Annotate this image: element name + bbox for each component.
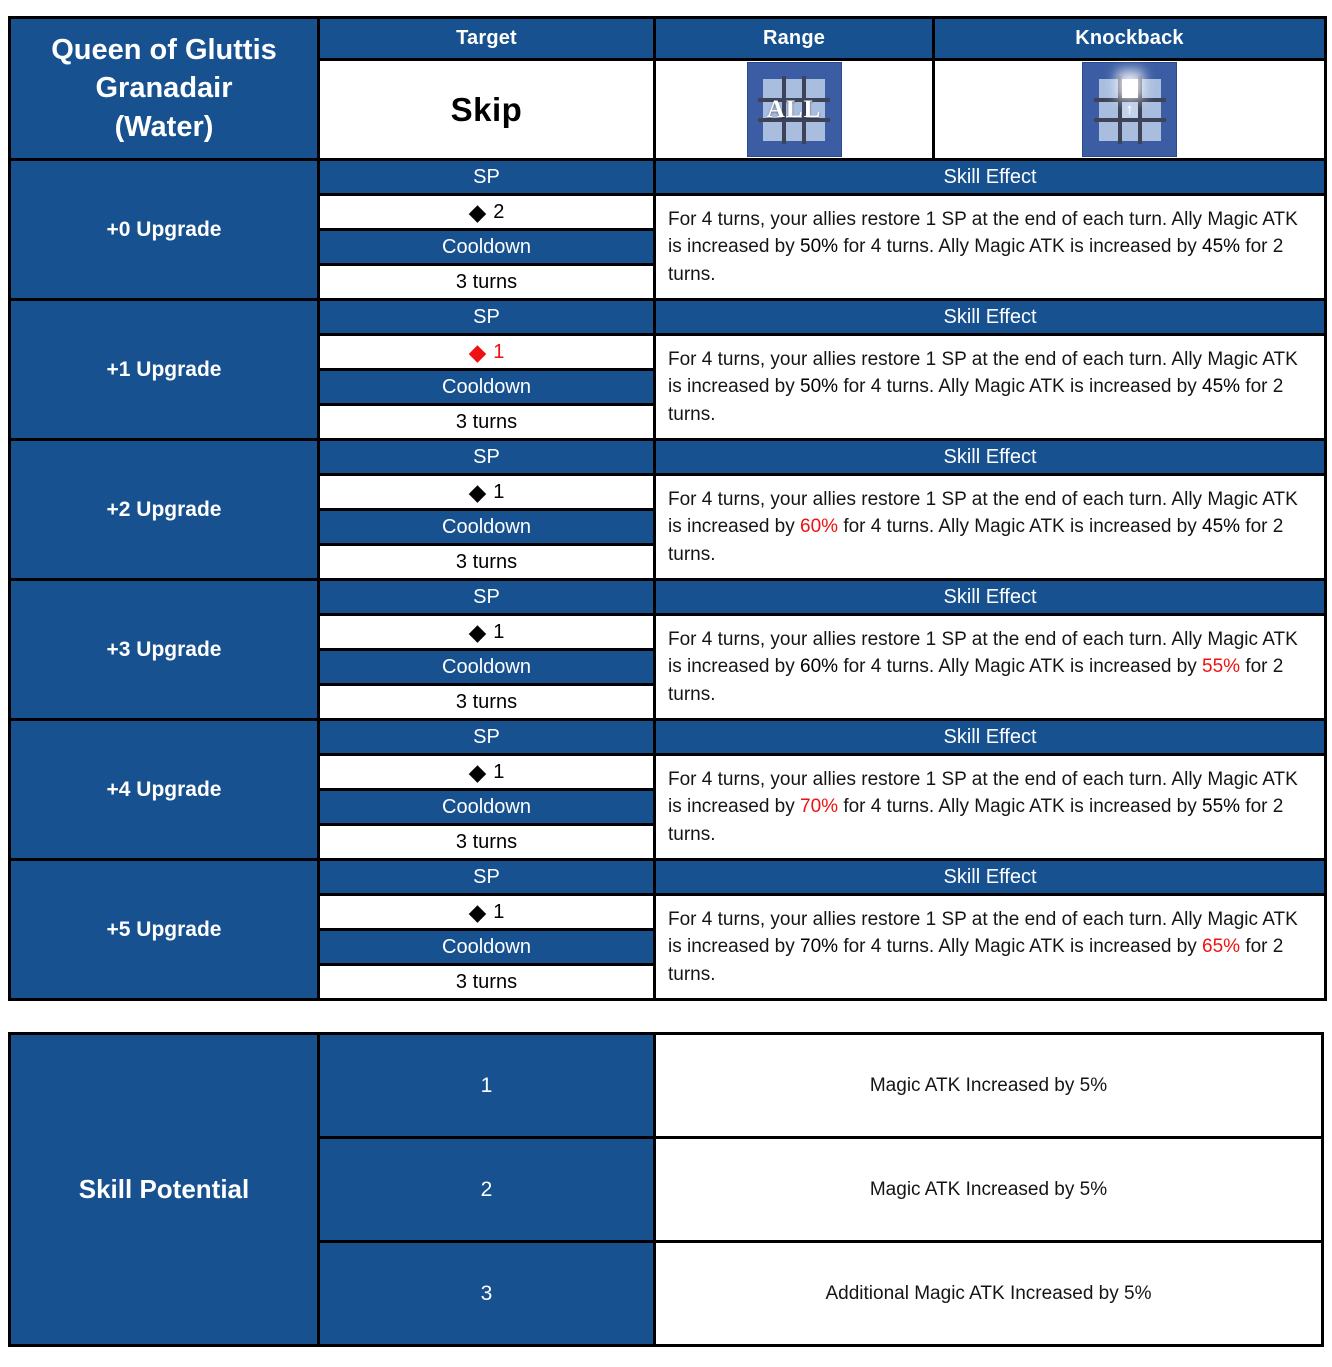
sp-value-3	[320, 616, 653, 648]
skill-table	[8, 16, 1327, 1001]
target-value: Skip	[320, 61, 653, 158]
sp-number: 1	[493, 760, 505, 783]
cooldown-header: Cooldown	[320, 791, 653, 823]
diamond-icon: ◆	[468, 478, 487, 505]
range-all-label: ALL	[766, 95, 822, 123]
cooldown-value-4: 3 turns	[320, 826, 653, 858]
cooldown-value-3: 3 turns	[320, 686, 653, 718]
diamond-icon: ◆	[468, 338, 487, 365]
skill-effect-2	[656, 476, 1324, 578]
sp-header: SP	[320, 441, 653, 473]
skill-effect-4	[656, 756, 1324, 858]
potential-level-1: 1	[320, 1035, 653, 1136]
diamond-icon: ◆	[468, 618, 487, 645]
upgrade-label-0: +0 Upgrade	[11, 161, 317, 298]
character-title-line3: (Water)	[114, 110, 214, 143]
sp-value-0	[320, 196, 653, 228]
cooldown-value-2: 3 turns	[320, 546, 653, 578]
skill-effect-0	[656, 196, 1324, 298]
upgrade-label-4: +4 Upgrade	[11, 721, 317, 858]
skill-effect-text: For 4 turns, your allies restore 1 SP at the end of each turn. Ally Magic ATK is increased by 70% for 4 turns. Ally Magic ATK is increased by 55% for 2 turns.	[668, 769, 1298, 845]
grid-line	[1138, 76, 1142, 144]
skill-effect-text: For 4 turns, your allies restore 1 SP at the end of each turn. Ally Magic ATK is increased by 60% for 4 turns. Ally Magic ATK is increased by 45% for 2 turns.	[668, 489, 1298, 565]
diamond-icon: ◆	[468, 758, 487, 785]
skill-effect-header: Skill Effect	[656, 441, 1324, 473]
skill-effect-header: Skill Effect	[656, 581, 1324, 613]
skill-potential-table	[8, 1032, 1324, 1347]
skill-effect-text: For 4 turns, your allies restore 1 SP at the end of each turn. Ally Magic ATK is increased by 70% for 4 turns. Ally Magic ATK is increased by 65% for 2 turns.	[668, 909, 1298, 985]
range-cell	[656, 61, 932, 158]
character-title	[11, 19, 317, 158]
upgrade-label-2: +2 Upgrade	[11, 441, 317, 578]
diamond-icon: ◆	[468, 198, 487, 225]
knockback-cell	[935, 61, 1324, 158]
range-grid	[763, 79, 825, 141]
knockback-grid	[1099, 79, 1161, 141]
cooldown-header: Cooldown	[320, 511, 653, 543]
sp-number: 1	[493, 900, 505, 923]
skill-effect-text: For 4 turns, your allies restore 1 SP at the end of each turn. Ally Magic ATK is increased by 50% for 4 turns. Ally Magic ATK is increased by 45% for 2 turns.	[668, 209, 1298, 285]
upgrade-label-1: +1 Upgrade	[11, 301, 317, 438]
sp-header: SP	[320, 721, 653, 753]
sp-value-5	[320, 896, 653, 928]
knockback-up-arrow-icon	[1082, 62, 1177, 157]
potential-effect-1: Magic ATK Increased by 5%	[656, 1035, 1321, 1136]
sp-value-4	[320, 756, 653, 788]
column-header-range: Range	[656, 19, 932, 58]
skill-effect-5	[656, 896, 1324, 998]
up-arrow-icon: ↑	[1125, 101, 1134, 118]
skill-effect-1	[656, 336, 1324, 438]
column-header-knockback: Knockback	[935, 19, 1324, 58]
skill-effect-header: Skill Effect	[656, 861, 1324, 893]
potential-effect-3: Additional Magic ATK Increased by 5%	[656, 1243, 1321, 1344]
character-title-line2: Granadair	[95, 72, 233, 105]
potential-level-2: 2	[320, 1139, 653, 1240]
diamond-icon: ◆	[468, 898, 487, 925]
skill-effect-header: Skill Effect	[656, 721, 1324, 753]
grid-line	[1094, 118, 1166, 122]
potential-level-3: 3	[320, 1243, 653, 1344]
column-header-target: Target	[320, 19, 653, 58]
potential-effect-2: Magic ATK Increased by 5%	[656, 1139, 1321, 1240]
sp-value-2	[320, 476, 653, 508]
upgrade-label-5: +5 Upgrade	[11, 861, 317, 998]
sp-header: SP	[320, 301, 653, 333]
cooldown-header: Cooldown	[320, 231, 653, 263]
upgrade-label-3: +3 Upgrade	[11, 581, 317, 718]
sp-header: SP	[320, 161, 653, 193]
skill-effect-text: For 4 turns, your allies restore 1 SP at the end of each turn. Ally Magic ATK is increased by 50% for 4 turns. Ally Magic ATK is increased by 45% for 2 turns.	[668, 349, 1298, 425]
cooldown-value-1: 3 turns	[320, 406, 653, 438]
sp-number: 1	[493, 620, 505, 643]
sp-number: 1	[493, 480, 505, 503]
sp-number: 1	[493, 340, 505, 363]
sp-number: 2	[493, 200, 505, 223]
knockback-target-cell	[1122, 79, 1138, 98]
sp-header: SP	[320, 861, 653, 893]
cooldown-header: Cooldown	[320, 931, 653, 963]
cooldown-value-5: 3 turns	[320, 966, 653, 998]
skill-effect-text: For 4 turns, your allies restore 1 SP at the end of each turn. Ally Magic ATK is increased by 60% for 4 turns. Ally Magic ATK is increased by 55% for 2 turns.	[668, 629, 1298, 705]
character-title-line1: Queen of Gluttis	[51, 34, 277, 67]
range-all-grid-icon	[747, 62, 842, 157]
cooldown-header: Cooldown	[320, 651, 653, 683]
sp-value-1	[320, 336, 653, 368]
cooldown-value-0: 3 turns	[320, 266, 653, 298]
sp-header: SP	[320, 581, 653, 613]
skill-potential-title: Skill Potential	[11, 1035, 317, 1344]
skill-effect-3	[656, 616, 1324, 718]
skill-effect-header: Skill Effect	[656, 161, 1324, 193]
cooldown-header: Cooldown	[320, 371, 653, 403]
knockback-arrow-cell	[1122, 102, 1138, 118]
skill-effect-header: Skill Effect	[656, 301, 1324, 333]
